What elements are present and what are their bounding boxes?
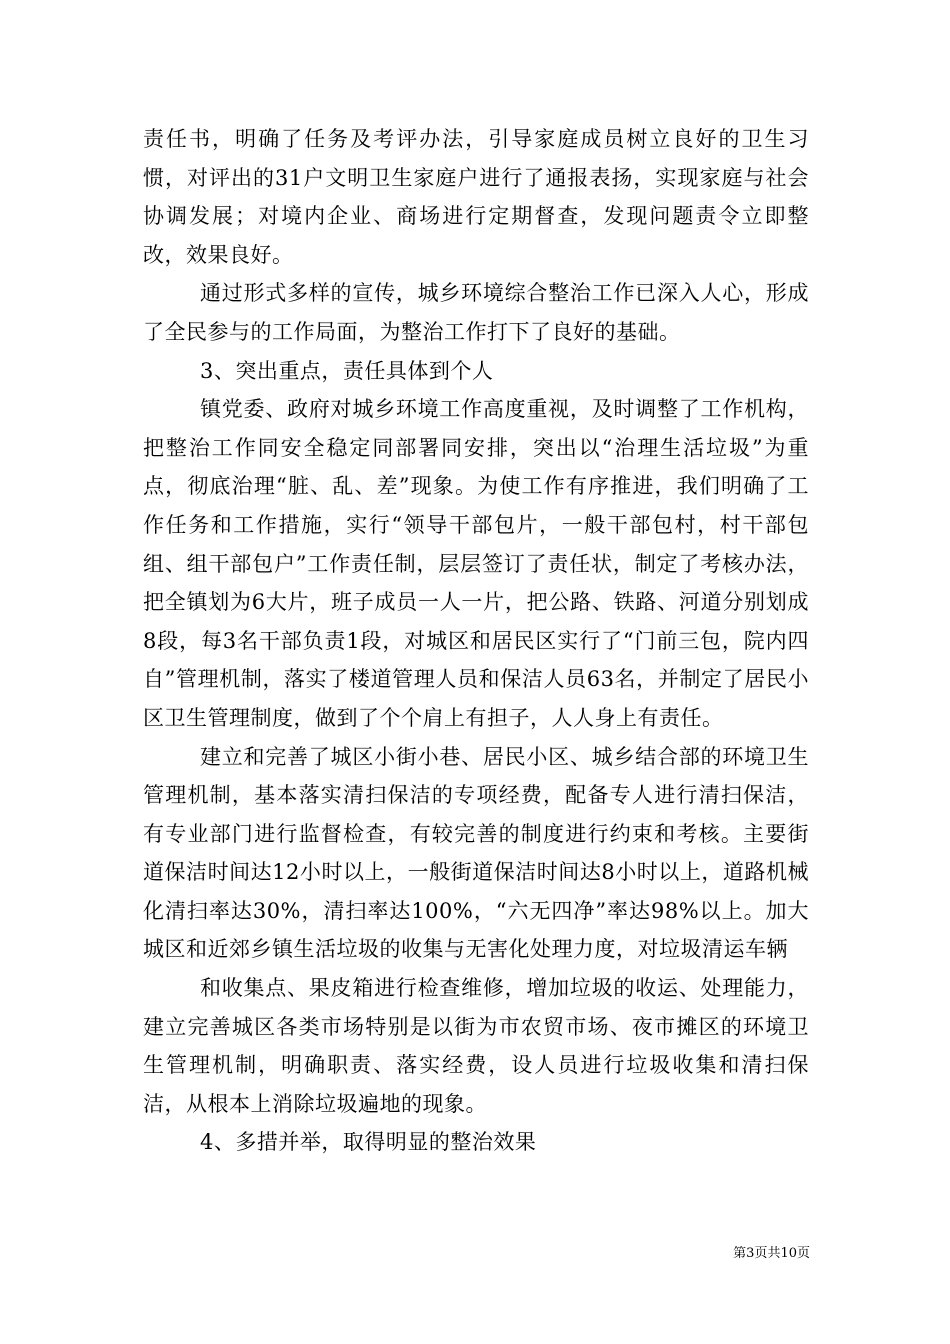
paragraph-sanitation-mechanism: 建立和完善了城区小街小巷、居民小区、城乡结合部的环境卫生管理机制，基本落实清扫保洁的专项经费，配备专人进行清扫保洁，有专业部门进行监督检查，有较完善的制度进行约束和考核。主要街道保洁时间达12小时以上，一般街道保洁时间达8小时以上，道路机械化清扫率达30%，清扫率达100%，“六无四净”率达98%以上。加大城区和近郊乡镇生活垃圾的收集与无害化处理力度，对垃圾清运车辆 — [143, 744, 809, 962]
document-body — [143, 120, 809, 1162]
page-number-footer: 第3页共10页 — [733, 1246, 810, 1261]
paragraph-collection-points: 和收集点、果皮箱进行检查维修，增加垃圾的收运、处理能力，建立完善城区各类市场特别是以街为市农贸市场、夜市摊区的环境卫生管理机制，明确职责、落实经费，设人员进行垃圾收集和清扫保洁，从根本上消除垃圾遍地的现象。 — [143, 976, 809, 1116]
section-heading-4: 4、多措并举，取得明显的整治效果 — [200, 1130, 537, 1155]
section-heading-3: 3、突出重点，责任具体到个人 — [200, 358, 494, 383]
paragraph-responsibility: 镇党委、政府对城乡环境工作高度重视，及时调整了工作机构，把整治工作同安全稳定同部署同安排，突出以“治理生活垃圾”为重点，彻底治理“脏、乱、差”现象。为使工作有序推进，我们明确了工作任务和工作措施，实行“领导干部包片，一般干部包村，村干部包组、组干部包户”工作责任制，层层签订了责任状，制定了考核办法，把全镇划为6大片，班子成员一人一片，把公路、铁路、河道分别划成8段，每3名干部负责1段，对城区和居民区实行了“门前三包，院内四自”管理机制，落实了楼道管理人员和保洁人员63名，并制定了居民小区卫生管理制度，做到了个个肩上有担子，人人身上有责任。 — [143, 397, 809, 730]
paragraph-continuation: 责任书，明确了任务及考评办法，引导家庭成员树立良好的卫生习惯，对评出的31户文明卫生家庭户进行了通报表扬，实现家庭与社会协调发展；对境内企业、商场进行定期督查，发现问题责令立即整改，效果良好。 — [143, 127, 809, 267]
paragraph-propaganda-summary: 通过形式多样的宣传，城乡环境综合整治工作已深入人心，形成了全民参与的工作局面，为整治工作打下了良好的基础。 — [143, 281, 809, 344]
